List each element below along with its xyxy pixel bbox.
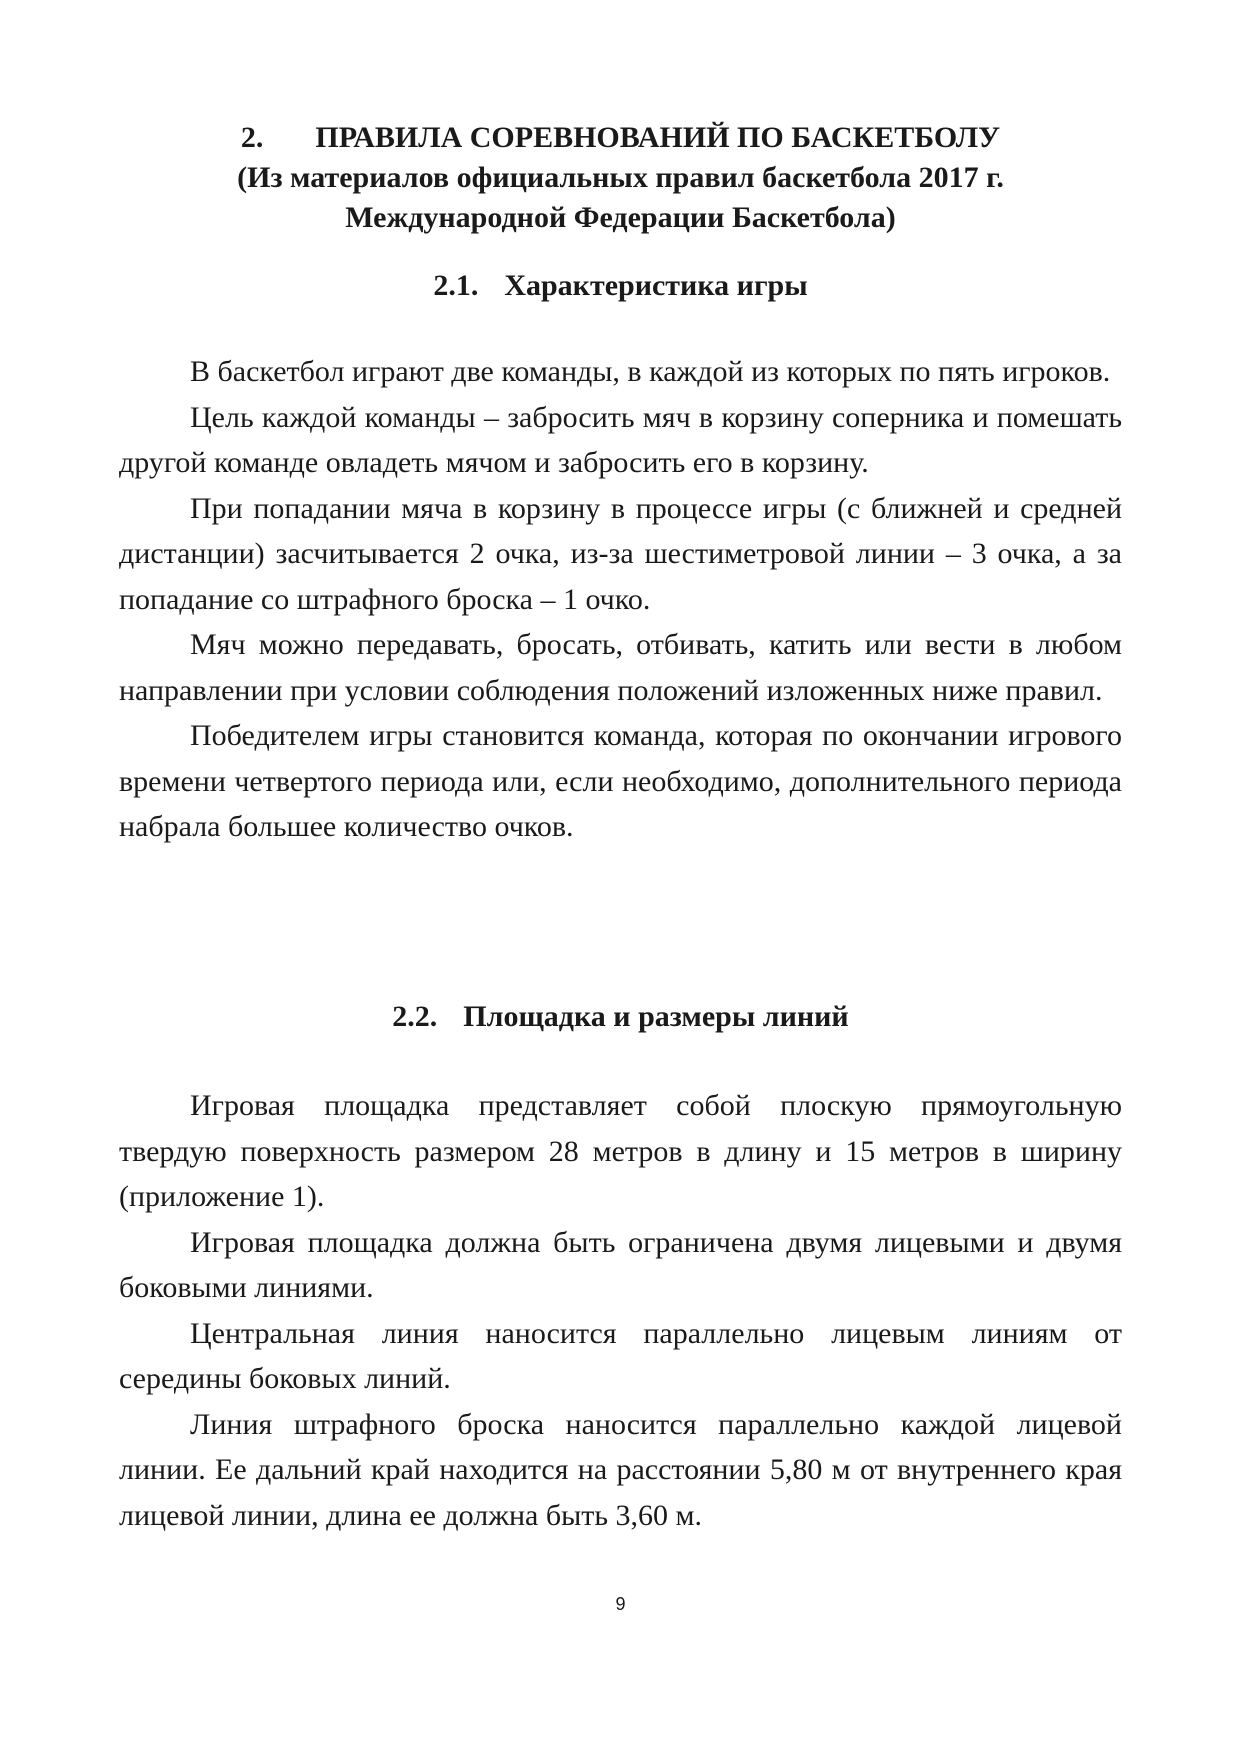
- section-title: Характеристика игры: [504, 269, 808, 302]
- chapter-number: 2.: [240, 121, 264, 154]
- section-heading-2-2: [0, 997, 1241, 1037]
- paragraph: Центральная линия наносится параллельно лицевым линиям от середины боковых линий.: [119, 1316, 1122, 1395]
- paragraph: Игровая площадка должна быть ограничена двумя лицевыми и двумя боковыми линиями.: [119, 1225, 1122, 1304]
- chapter-subtitle-line-1: (Из материалов официальных правил баскетбола 2017 г.: [237, 161, 1004, 194]
- section-number: 2.1.: [433, 269, 479, 302]
- paragraph: Цель каждой команды – забросить мяч в корзину соперника и помешать другой команде овладеть мячом и забросить его в корзину.: [119, 400, 1122, 479]
- chapter-title: ПРАВИЛА СОРЕВНОВАНИЙ ПО БАСКЕТБОЛУ: [315, 121, 1001, 154]
- section-2-1-body: [119, 349, 1122, 850]
- paragraph: Мяч можно передавать, бросать, отбивать, катить или вести в любом направлении при условии соблюдения положений изложенных ниже правил.: [119, 628, 1122, 707]
- paragraph: Игровая площадка представляет собой плоскую прямоугольную твердую поверхность размером 28 метров в длину и 15 метров в ширину (приложение 1).: [119, 1089, 1122, 1213]
- chapter-heading: [0, 118, 1241, 238]
- section-2-2-body: [119, 1083, 1122, 1538]
- chapter-title-line: [0, 118, 1241, 158]
- section-heading-2-1: [0, 266, 1241, 306]
- chapter-subtitle-line-2: Международной Федерации Баскетбола): [345, 201, 896, 234]
- paragraph: В баскетбол играют две команды, в каждой из которых по пять игроков.: [190, 355, 1111, 388]
- page-number: 9: [615, 1594, 626, 1614]
- section-number: 2.2.: [392, 1000, 438, 1033]
- paragraph: При попадании мяча в корзину в процессе игры (с ближней и средней дистанции) засчитывается 2 очка, из-за шестиметровой линии – 3 очка, а за попадание со штрафного броска – 1 очко.: [119, 491, 1122, 616]
- section-title: Площадка и размеры линий: [463, 1000, 849, 1033]
- paragraph: Линия штрафного броска наносится параллельно каждой лицевой линии. Ее дальний край находится на расстоянии 5,80 м от внутреннего края лицевой линии, длина ее должна быть 3,60 м.: [119, 1407, 1122, 1532]
- paragraph: Победителем игры становится команда, которая по окончании игрового времени четвертого периода или, если необходимо, дополнительного периода набрала большее количество очков.: [119, 719, 1122, 843]
